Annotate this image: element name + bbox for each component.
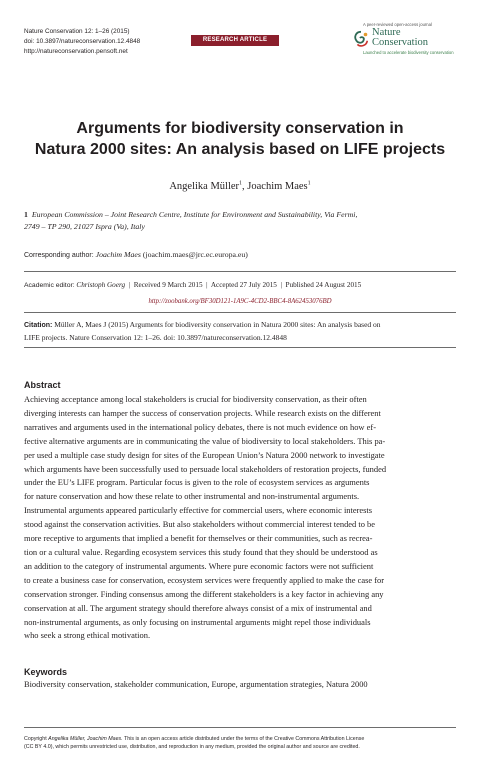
journal-logo[interactable] [352, 22, 462, 62]
copyright-prefix: Copyright [24, 736, 47, 742]
abstract-line: non-instrumental arguments, as only focusing on instrumental arguments might repel those individuals [24, 616, 371, 627]
affiliation-marker: 1 [239, 180, 243, 187]
abstract-line: under the EU’s LIFE program. Particular focus is given to the role of ecosystem services as arguments [24, 477, 370, 488]
abstract-line: stood against the conservation activities. But also stakeholders without commercial interest tended to be [24, 519, 376, 530]
editor-name: Christoph Goerg [76, 281, 126, 289]
logo-name-line2: Conservation [372, 36, 428, 48]
abstract-text [24, 393, 456, 643]
abstract-line: diverging interests can hamper the success of conservation projects. While research exists on the different [24, 407, 381, 418]
abstract-line: for nature conservation and how these relate to other instrumental and non-instrumental arguments. [24, 491, 360, 502]
corresponding-name: Joachim Maes [95, 250, 141, 259]
editorial-dates [24, 281, 456, 289]
abstract-line: who seek a strong ethical motivation. [24, 630, 151, 641]
article-type-badge: RESEARCH ARTICLE [191, 35, 279, 46]
zoobank-link[interactable]: http://zoobank.org/BF30D121-1A9C-4CD2-BBC4-8A62453076BD [148, 298, 332, 305]
author-list [30, 181, 450, 192]
logo-name-line1: Nature [372, 27, 401, 38]
citation-line-1: Müller A, Maes J (2015) Arguments for biodiversity conservation in Natura 2000 sites: An analysis based on [54, 320, 381, 329]
logo-name [372, 28, 428, 47]
author-separator: , [242, 181, 248, 192]
copyright-line-1 [24, 735, 456, 743]
title-line-1: Arguments for biodiversity conservation in [76, 120, 404, 137]
received-date: Received 9 March 2015 [133, 281, 203, 289]
date-separator: | [126, 281, 132, 289]
corresponding-author [24, 250, 248, 259]
published-date: Published 24 August 2015 [285, 281, 362, 289]
citation [24, 319, 456, 344]
divider [24, 312, 456, 313]
author-name[interactable]: Angelika Müller [169, 181, 240, 192]
citation-line-2: LIFE projects. Nature Conservation 12: 1–26. doi: 10.3897/natureconservation.12.4848 [24, 333, 287, 342]
abstract-line: per used a multiple case study design for sites of the European Union’s Natura 2000 network to investigate [24, 449, 385, 460]
swirl-logo-icon [352, 30, 370, 48]
abstract-line: narratives and arguments used in the international policy debates, there is not much evidence on how ef- [24, 421, 376, 432]
citation-label: Citation: [24, 322, 53, 329]
date-separator: | [204, 281, 210, 289]
divider [24, 727, 456, 728]
abstract-line: to create a business case for conservation, ecosystem services were frequently applied to make the case for [24, 574, 385, 585]
copyright-authors: Angelika Müller, Joachim Maes. [48, 736, 123, 742]
abstract-line: Instrumental arguments appeared particularly effective for commercial users, where economic interests [24, 505, 373, 516]
affiliation-number: 1 [24, 210, 28, 219]
abstract-line: which arguments have been successfully used to persuade local stakeholders of restoration projects, funded [24, 463, 387, 474]
abstract-line: an addition to the category of instrumental arguments. Where pure economic factors were not sufficient [24, 560, 374, 571]
affiliation-line-1: European Commission – Joint Research Centre, Institute for Environment and Sustainability, Via Fermi, [31, 210, 358, 219]
logo-subtitle: Launched to accelerate biodiversity conservation [363, 50, 454, 55]
accepted-date: Accepted 27 July 2015 [210, 281, 277, 289]
logo-tagline: A peer-reviewed open-access journal [363, 22, 432, 27]
affiliation [24, 209, 456, 233]
abstract-heading: Abstract [24, 380, 61, 390]
affiliation-marker: 1 [307, 180, 311, 187]
author-name[interactable]: Joachim Maes [247, 181, 308, 192]
article-title [30, 118, 450, 160]
title-line-2: Natura 2000 sites: An analysis based on LIFE projects [34, 141, 446, 158]
corresponding-label: Corresponding author: [24, 252, 94, 259]
abstract-line: tion or a cultural value. Regarding ecosystem services this study found that they should be understood as [24, 546, 378, 557]
doi-line[interactable]: doi: 10.3897/natureconservation.12.4848 [24, 38, 141, 45]
abstract-line: conservation stronger. Finding consensus among the different stakeholders is a key factor in achieving any [24, 588, 384, 599]
journal-url[interactable]: http://natureconservation.pensoft.net [24, 48, 128, 55]
abstract-line: fective alternative arguments are in communicating the value of biodiversity to local stakeholders. This pa- [24, 435, 386, 446]
keywords-heading: Keywords [24, 667, 68, 677]
abstract-line: Achieving acceptance among local stakeholders is crucial for biodiversity conservation, as their often [24, 394, 367, 404]
editor-label: Academic editor: [24, 282, 75, 289]
abstract-line: conservation at all. The argument strategy should therefore always consist of a mix of instrumental and [24, 602, 372, 613]
divider [24, 271, 456, 272]
corresponding-email[interactable]: (joachim.maes@jrc.ec.europa.eu) [142, 250, 248, 259]
journal-citation-line: Nature Conservation 12: 1–26 (2015) [24, 28, 130, 35]
keywords-text: Biodiversity conservation, stakeholder communication, Europe, argumentation strategies, Natura 2000 [24, 680, 368, 689]
abstract-line: more receptive to arguments that implied a benefit for themselves or their communities, such as recrea- [24, 533, 373, 544]
copyright-line-2: (CC BY 4.0), which permits unrestricted use, distribution, and reproduction in any medium, provided the original author and source are credited. [24, 744, 360, 751]
copyright-notice [24, 735, 456, 752]
affiliation-line-2: 2749 – TP 290, 21027 Ispra (Va), Italy [24, 222, 145, 231]
date-separator: | [278, 281, 284, 289]
divider [24, 347, 456, 348]
copyright-text: This is an open access article distributed under the terms of the Creative Commons Attribution License [122, 736, 365, 742]
